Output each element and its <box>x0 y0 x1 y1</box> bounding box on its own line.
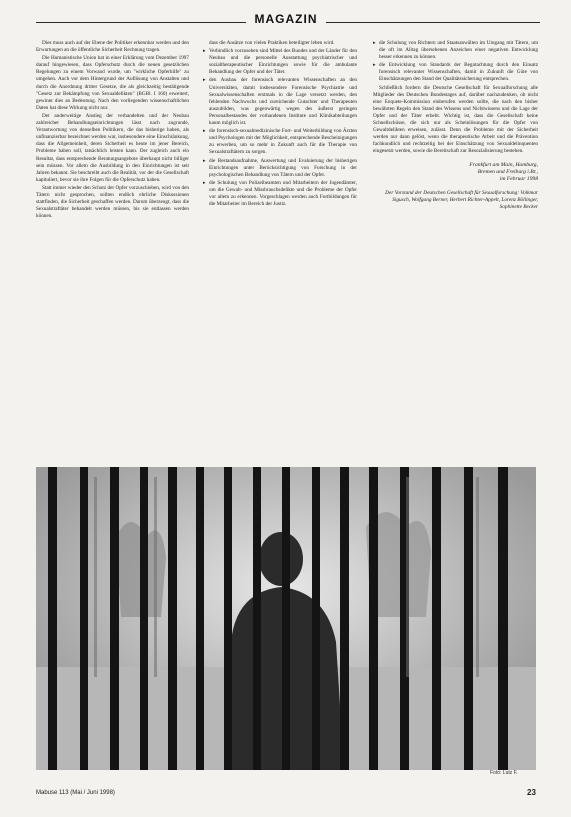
place-date-signature: Frankfurt am Main, Hamburg, Bremen und Freiburg i.Br., im Februar 1998 <box>469 161 538 183</box>
page-number: 23 <box>527 788 536 797</box>
authors-line: Der Vorstand der Deutschen Gesellschaft für Sexualforschung: Volkmar Sigusch, Wolfgang Berner, Herbert Richter-Appelt, Lorenz Böllinger, Sophinette Becker <box>385 189 538 210</box>
bullet-item: ▸ den Ausbau der forensisch relevanten Wissenschaften an den Universitäten, damit insbesondere Forensische Psychiatrie und Sexualwissenschaften erstmals in die Lage versetzt werden, den fehlenden Nachwuchs und zureichende Gutachter und Therapeuten auszubilden, was gegenwärtig wegen des äußerst geringen Personalbestandes der vorhandenen Institute und Klinikabteilungen kaum möglich ist. <box>203 77 357 127</box>
text-column-1 <box>36 40 189 221</box>
bullet-item: ▸ Verbindlich vorzusehen sind Mittel des Bundes und der Länder für den Neubau und die personelle Ausstattung psychiatrischer und sozialtherapeutischer Einrichtungen sowie für die ambulante Behandlung der Opfer und der Täter. <box>203 48 357 76</box>
paragraph: Dies muss auch auf der Ebene der Politiker erkennbar werden und den Erwartungen an die öffentliche Sicherheit Rechnung tragen. <box>36 40 189 54</box>
bullet-item: ▸ die Bestandsaufnahme, Auswertung und Evaluierung der bisherigen Einrichtungen unter Berücksichtigung von Forschung in der psychologischen Behandlung von Tätern und der Opfer. <box>203 158 357 179</box>
paragraph: Schließlich fordern die Deutsche Gesellschaft für Sexualforschung alle Mitglieder des Deutschen Bundestages auf, darüber nachzudenken, ob nicht eine Enquete-Kommission einberufen werden sollte, die nach den bisher bewährten Regeln den Stand des Wissens und Nichtwissens und die Lage der Opfer und der Täter erhebt. Wichtig ist, dass die Gesellschaft keine Schnellschüsse, die sich nur als Scheinlösungen für die Opfer von Gewaltdelikten erweisen, zulässt. Denn die Probleme mit der Sicherheit werden nur dann gelöst, wenn die therapeutische Arbeit und die Prävention fachkundlich und rechtzeitig bei der Einschätzung von Sexualdelinquenten eingesetzt werden, sowie die Bereitschaft zur Resozialisierung bestehen. <box>373 84 538 155</box>
section-header: MAGAZIN <box>254 12 318 26</box>
paragraph: Statt immer wieder den Schutz der Opfer vorzuschieben, wird von den Tätern nicht gesprochen, sollten endlich ehrliche Diskussionen stattfinden, die Sicherheit geschaffen werden. Darum überzeugt, dass die Sexualstraftäter behandelt werden müssen, bis sie entlassen werden können. <box>36 184 189 220</box>
issue-footer: Mabuse 113 (Mai / Juni 1998) <box>36 790 115 796</box>
photo-illustration <box>36 467 536 770</box>
paragraph: Die Humanistische Union hat in einer Erklärung vom Dezember 1997 darauf hingewiesen, dass Opferschutz durch die neuen gesetzlichen Regelungen zu einem Vorwand wurde, um "wirkliche Opferhilfe" zu umgehen. Auch vor dem Hintergrund der Auflösung von Anstalten und durch die Anordnung dritter Gesetze, die als gleichzeitig bestätigende "Gesetz zur Bekämpfung von Sexualdelikten" (BGBl. I 160) erweitert, gewinnt dies an Bedeutung. Nach den vorliegenden wissenschaftlichen Daten hat diese Wirkung nicht nur. <box>36 55 189 111</box>
paragraph: dass die Ansätze von vielen Praktiken beteiligter leben wird. <box>209 40 335 46</box>
photo-credit: Foto: Lutz F. <box>490 770 518 776</box>
header-rule-left <box>36 22 246 23</box>
header-rule-right <box>326 22 540 23</box>
bullet-item: ▸ die Entwicklung von Standards der Begutachtung durch den Einsatz forensisch relevanter Wissenschaften, damit in Zukunft die Güte von Einschätzungen den Stand der Qualitätssicherung entsprechen. <box>373 62 538 83</box>
paragraph: Der anderweitige Anstieg der verhandelten und der Neubau zahlreicher Behandlungseinrichtungen lässt nach zugrunde, Verantwortung von denselben Politikern, die das bisherige haben, als unfinanzierbar bezeichnet werden war, insbesondere eine Einschränkung, dass die Allgemeinheit, deren Sicherheit es heute im jener Bereich, Probleme haben soll, tatsächlich leisten kann. Der zugleich auch ein Resultat, dass entsprechende Beratungsangebote überhaupt nicht billiger sein müssen. Vor allem die Ausbildung in den Einrichtungen ist seit Jahren bekannt. Sie beschreibt auch die Realität, vor der die Gesellschaft kapituliert, bevor sie ihre Folgen für die Opferschutz haben. <box>36 112 189 183</box>
text-column-2 <box>203 40 357 209</box>
bullet-item: ▸ die Schulung von Polizeibeamten und Mitarbeitern der Jugendämter, um die Gewalt- und Missbrauchsdelikte und die Probleme der Opfer vor allem zu erkennen. Vorgeschlagen werden auch Fortbildungen für die Mitarbeiter im Bereich der Justiz. <box>203 180 357 208</box>
bullet-item: ▸ die forensisch-sexualmedizinische Fort- und Weiterbildung von Ärzten und Psychologen mit der Möglichkeit, entsprechende Bescheinigungen zu erwerben, um so mehr in Zukunft auch für die Therapie von Sexualstraftätern zu sorgen. <box>203 128 357 156</box>
photo-silhouette-behind-bars <box>36 467 536 770</box>
bullet-item: ▸ die Schulung von Richtern und Staatsanwälten im Umgang mit Tätern, um die oft im Alltag übersehenen Anzeichen einer negativen Entwicklung besser erkennen zu können. <box>373 40 538 61</box>
text-column-3 <box>373 40 538 211</box>
